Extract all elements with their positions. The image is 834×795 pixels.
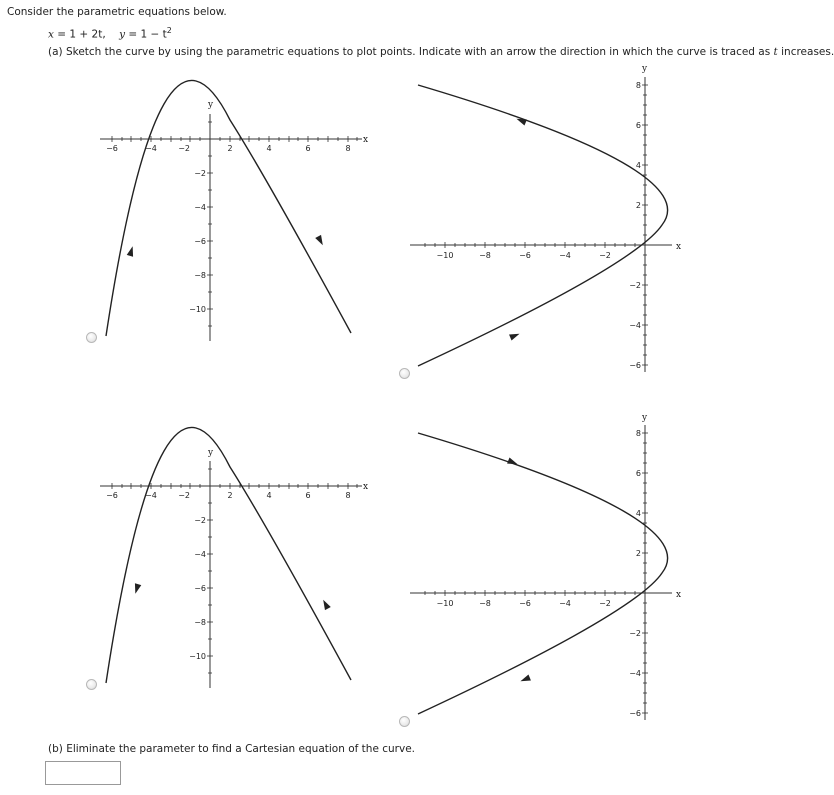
- tick-label: −10: [436, 251, 454, 260]
- tick-label: 6: [635, 469, 641, 478]
- option-2-graph: [410, 64, 681, 372]
- tick-label: −6: [519, 251, 531, 260]
- direction-arrow: [127, 245, 136, 256]
- tick-label: −6: [194, 237, 206, 246]
- tick-label: −10: [436, 599, 454, 608]
- option-3-radio[interactable]: [86, 679, 97, 690]
- option-4-radio[interactable]: [399, 716, 410, 727]
- tick-label: −2: [178, 144, 190, 153]
- tick-label: −4: [194, 203, 206, 212]
- tick-label: 2: [635, 549, 641, 558]
- direction-arrow: [132, 583, 141, 594]
- curve: [106, 427, 351, 683]
- part-a-var: t: [773, 46, 778, 58]
- eq-y-var: y: [119, 28, 125, 41]
- direction-arrow: [507, 457, 519, 467]
- tick-label: −2: [194, 516, 206, 525]
- tick-label: −8: [194, 618, 206, 627]
- tick-label: 4: [635, 509, 641, 518]
- tick-label: −4: [145, 491, 157, 500]
- curve: [106, 80, 351, 336]
- cartesian-equation-input[interactable]: [45, 761, 121, 785]
- tick-label: 8: [635, 429, 641, 438]
- tick-label: −6: [629, 709, 641, 718]
- tick-label: −2: [599, 251, 611, 260]
- tick-label: −4: [629, 669, 641, 678]
- tick-label: 4: [266, 491, 272, 500]
- tick-label: 2: [635, 201, 641, 210]
- tick-label: −8: [479, 251, 491, 260]
- question-intro: Consider the parametric equations below.: [7, 6, 227, 18]
- tick-label: 4: [266, 144, 272, 153]
- direction-arrow: [315, 235, 326, 247]
- tick-label: 4: [635, 161, 641, 170]
- tick-label: −8: [479, 599, 491, 608]
- y-axis-label: y: [208, 448, 214, 458]
- tick-label: −4: [559, 251, 571, 260]
- x-axis-label: x: [676, 590, 682, 600]
- eq-y-exponent: 2: [166, 26, 172, 35]
- direction-arrow: [320, 598, 331, 610]
- y-axis-label: y: [642, 64, 648, 74]
- x-axis-label: x: [363, 135, 369, 145]
- tick-label: −2: [629, 629, 641, 638]
- part-b-instruction: (b) Eliminate the parameter to find a Cartesian equation of the curve.: [48, 743, 415, 755]
- y-axis-label: y: [208, 100, 214, 110]
- tick-label: −6: [194, 584, 206, 593]
- tick-label: −4: [194, 550, 206, 559]
- part-a-text: (a) Sketch the curve by using the parametric equations to plot points. Indicate with an arrow the direction in which the curve is traced as: [48, 46, 774, 58]
- tick-label: 8: [635, 81, 641, 90]
- tick-label: 6: [635, 121, 641, 130]
- option-1-radio[interactable]: [86, 332, 97, 343]
- tick-label: −10: [189, 652, 206, 661]
- tick-label: 2: [227, 144, 233, 153]
- tick-label: −2: [629, 281, 641, 290]
- option-2-radio[interactable]: [399, 368, 410, 379]
- tick-label: −8: [194, 271, 206, 280]
- eq-y-rhs: = 1 − t: [128, 28, 167, 41]
- tick-label: −2: [194, 169, 206, 178]
- tick-label: −6: [629, 361, 641, 370]
- tick-label: −6: [106, 491, 118, 500]
- tick-label: 2: [227, 491, 233, 500]
- x-axis-label: x: [363, 482, 369, 492]
- direction-arrow: [519, 674, 531, 684]
- tick-label: −4: [145, 144, 157, 153]
- tick-label: −10: [189, 305, 206, 314]
- tick-label: 6: [305, 144, 311, 153]
- tick-label: −2: [599, 599, 611, 608]
- tick-label: −6: [106, 144, 118, 153]
- eq-x-var: x: [48, 28, 54, 41]
- tick-label: −6: [519, 599, 531, 608]
- tick-label: 6: [305, 491, 311, 500]
- tick-label: −4: [559, 599, 571, 608]
- option-1-graph: [100, 80, 368, 341]
- option-3-graph: [100, 427, 368, 688]
- tick-label: −2: [178, 491, 190, 500]
- tick-label: 8: [345, 144, 351, 153]
- tick-label: 8: [345, 491, 351, 500]
- tick-label: −4: [629, 321, 641, 330]
- part-a-end: increases.: [777, 46, 834, 58]
- x-axis-label: x: [676, 242, 682, 252]
- direction-arrow: [509, 331, 521, 341]
- eq-x-rhs: = 1 + 2t,: [57, 28, 106, 41]
- y-axis-label: y: [642, 413, 648, 423]
- option-4-graph: [410, 413, 681, 720]
